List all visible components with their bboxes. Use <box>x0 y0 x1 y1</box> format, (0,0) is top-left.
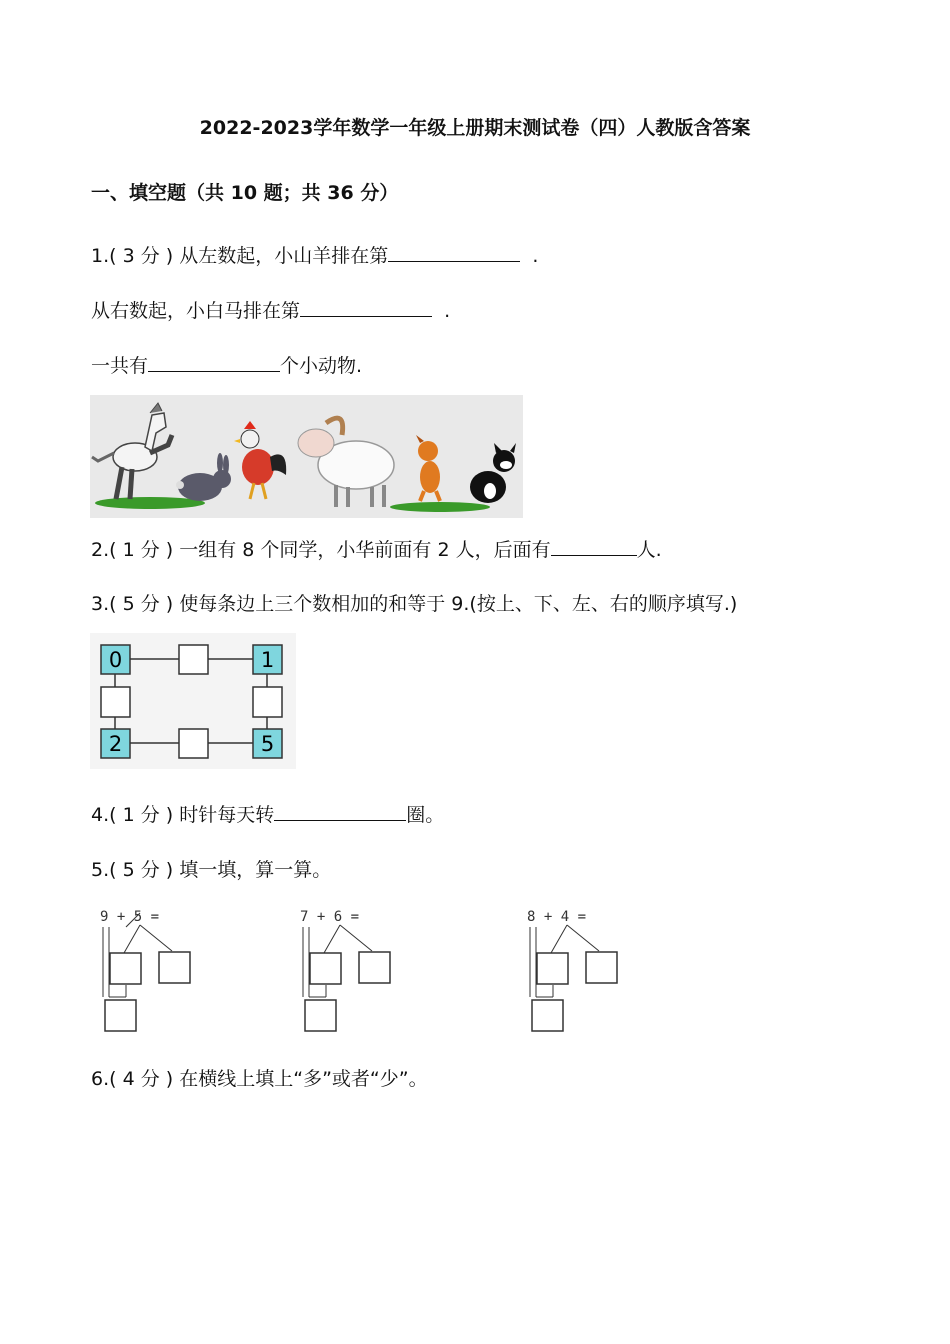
answer-box[interactable] <box>305 1000 336 1031</box>
question-score: ( 5 分 ) <box>109 859 174 881</box>
question-2 <box>91 537 662 563</box>
answer-box[interactable] <box>586 952 617 983</box>
section-heading: 一、填空题（共 10 题；共 36 分） <box>91 182 399 204</box>
answer-cell-left[interactable] <box>101 687 130 717</box>
answer-box[interactable] <box>359 952 390 983</box>
question-number: 4. <box>91 804 110 826</box>
expression-text: 8 + 4 = <box>527 909 587 925</box>
question-text: 从左数起，小山羊排在第 <box>179 245 389 267</box>
corner-number: 5 <box>260 732 275 756</box>
corner-number: 0 <box>108 648 123 672</box>
answer-box[interactable] <box>159 952 190 983</box>
animals-image <box>90 395 523 518</box>
question-4 <box>91 802 444 828</box>
question-text: 时针每天转 <box>179 804 275 826</box>
question-text: 圈。 <box>406 804 445 826</box>
answer-blank[interactable] <box>148 353 280 372</box>
question-number: 3. <box>91 593 110 615</box>
number-frame-diagram <box>90 633 296 769</box>
question-score: ( 3 分 ) <box>109 245 174 267</box>
question-text: 使每条边上三个数相加的和等于 9.(按上、下、左、右的顺序填写.) <box>179 593 738 615</box>
question-text: 在横线上填上“多”或者“少”。 <box>179 1068 428 1090</box>
question-6 <box>91 1066 428 1092</box>
question-score: ( 5 分 ) <box>109 593 174 615</box>
question-score: ( 1 分 ) <box>109 804 174 826</box>
answer-box[interactable] <box>105 1000 136 1031</box>
make-ten-diagram-2 <box>300 909 390 1031</box>
page-title: 2022-2023学年数学一年级上册期末测试卷（四）人教版含答案 <box>199 117 751 139</box>
answer-box[interactable] <box>537 953 568 984</box>
question-1-line-3 <box>91 353 362 379</box>
make-ten-diagram-3 <box>527 909 617 1031</box>
question-text: 填一填，算一算。 <box>179 859 332 881</box>
question-1-line-2 <box>91 298 450 324</box>
answer-cell-top[interactable] <box>179 645 208 674</box>
question-number: 5. <box>91 859 110 881</box>
question-score: ( 1 分 ) <box>109 539 174 561</box>
answer-box[interactable] <box>532 1000 563 1031</box>
answer-cell-bottom[interactable] <box>179 729 208 758</box>
question-3 <box>91 591 737 617</box>
question-text: 从右数起，小白马排在第 <box>91 300 301 322</box>
expression-text: 7 + 6 = <box>300 909 360 925</box>
corner-number: 2 <box>108 732 123 756</box>
answer-cell-right[interactable] <box>253 687 282 717</box>
answer-blank[interactable] <box>300 298 432 317</box>
answer-blank[interactable] <box>551 537 637 556</box>
answer-blank[interactable] <box>274 802 406 821</box>
question-number: 6. <box>91 1068 110 1090</box>
question-5 <box>91 857 331 883</box>
corner-number: 1 <box>260 648 275 672</box>
question-score: ( 4 分 ) <box>109 1068 174 1090</box>
answer-box[interactable] <box>310 953 341 984</box>
question-1-line-1 <box>91 243 538 269</box>
punctuation: . <box>532 245 539 267</box>
question-text: 个小动物. <box>280 355 363 377</box>
answer-box[interactable] <box>110 953 141 984</box>
punctuation: . <box>444 300 451 322</box>
question-text: 一组有 8 个同学，小华前面有 2 人，后面有 <box>179 539 551 561</box>
make-ten-diagrams <box>96 905 626 1035</box>
question-text: 一共有 <box>91 355 149 377</box>
question-number: 1. <box>91 245 110 267</box>
expression-text: 9 + 5 = <box>100 909 160 925</box>
question-number: 2. <box>91 539 110 561</box>
make-ten-diagram-1 <box>100 909 190 1031</box>
question-text: 人. <box>636 539 662 561</box>
answer-blank[interactable] <box>388 243 520 262</box>
